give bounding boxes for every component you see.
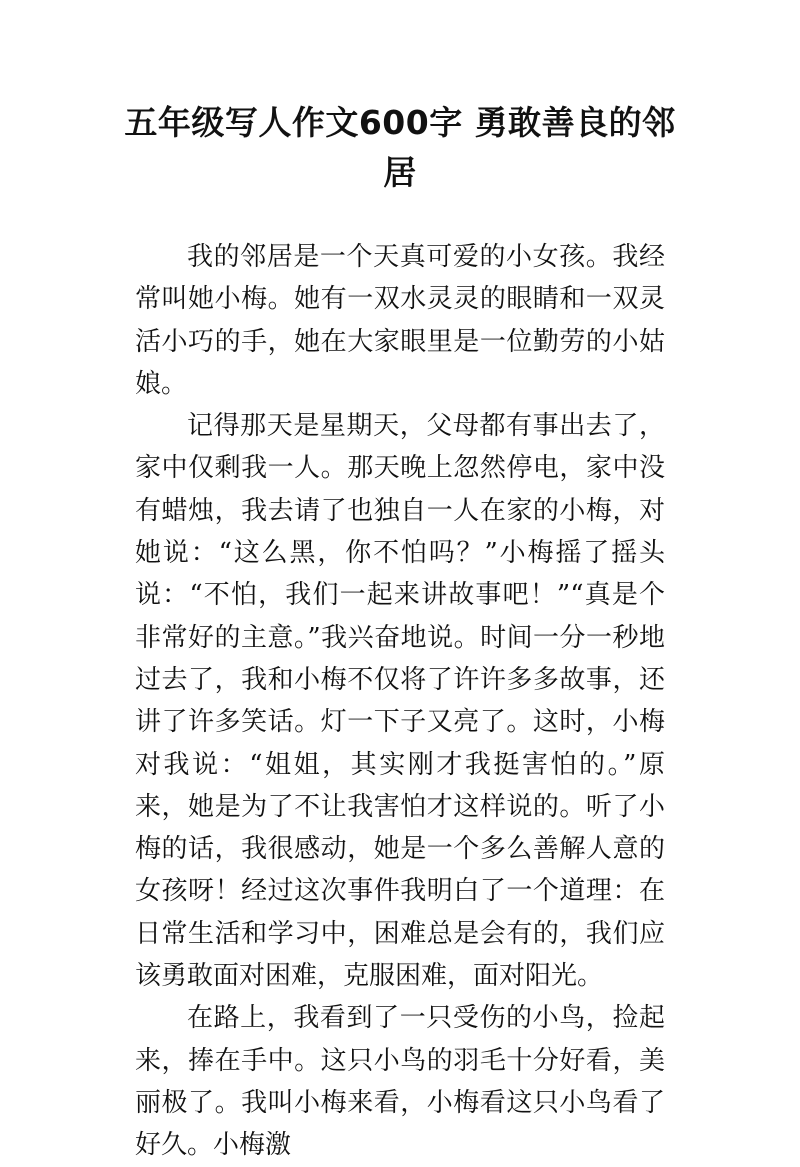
paragraph: 我的邻居是一个天真可爱的小女孩。我经常叫她小梅。她有一双水灵灵的眼睛和一双灵活小巧的手，她在大家眼里是一位勤劳的小姑娘。 (135, 242, 665, 399)
paragraph: 在路上，我看到了一只受伤的小鸟，捡起来，捧在手中。这只小鸟的羽毛十分好看，美丽极了。我叫小梅来看，小梅看这只小鸟看了好久。小梅激 (135, 1003, 665, 1161)
paragraph: 记得那天是星期天，父母都有事出去了，家中仅剩我一人。那天晚上忽然停电，家中没有蜡烛，我去请了也独自一人在家的小梅，对她说：“这么黑，你不怕吗？”小梅摇了摇头说：“不怕，我们一起来讲故事吧！”“真是个非常好的主意。”我兴奋地说。时间一分一秒地过去了，我和小梅不仅将了许许多多故事，还讲了许多笑话。灯一下子又亮了。这时，小梅对我说：“姐姐，其实刚才我挺害怕的。”原来，她是为了不让我害怕才这样说的。听了小梅的话，我很感动，她是一个多么善解人意的女孩呀！经过这次事件我明白了一个道理：在日常生活和学习中，困难总是会有的，我们应该勇敢面对困难，克服困难，面对阳光。 (135, 411, 665, 992)
document-title: 五年级写人作文600字 勇敢善良的邻居 (124, 103, 676, 192)
document-body (135, 236, 665, 1167)
